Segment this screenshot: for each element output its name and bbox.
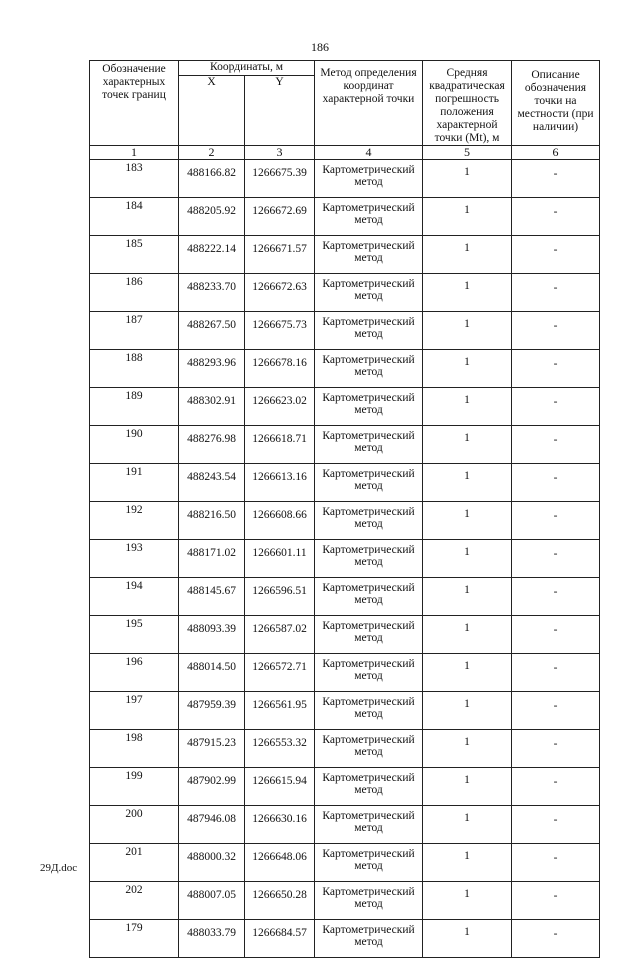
description-cell: - xyxy=(512,198,600,236)
point-id-cell: 183 xyxy=(90,160,179,198)
y-coordinate-cell: 1266671.57 xyxy=(245,236,315,274)
y-coordinate-cell: 1266672.69 xyxy=(245,198,315,236)
accuracy-cell: 1 xyxy=(423,540,512,578)
accuracy-cell: 1 xyxy=(423,730,512,768)
table-row xyxy=(90,198,600,236)
method-cell: Картометрический метод xyxy=(315,388,423,426)
header-y: Y xyxy=(245,76,315,146)
footer-filename: 29Д.doc xyxy=(40,862,78,874)
y-coordinate-cell: 1266672.63 xyxy=(245,274,315,312)
table-row xyxy=(90,730,600,768)
accuracy-cell: 1 xyxy=(423,464,512,502)
accuracy-cell: 1 xyxy=(423,578,512,616)
method-cell: Картометрический метод xyxy=(315,920,423,958)
method-cell: Картометрический метод xyxy=(315,806,423,844)
page-number: 186 xyxy=(311,40,329,54)
table-row xyxy=(90,464,600,502)
accuracy-cell: 1 xyxy=(423,502,512,540)
accuracy-cell: 1 xyxy=(423,274,512,312)
description-cell: - xyxy=(512,578,600,616)
method-cell: Картометрический метод xyxy=(315,160,423,198)
description-cell: - xyxy=(512,160,600,198)
x-coordinate-cell: 487959.39 xyxy=(179,692,245,730)
point-id-cell: 190 xyxy=(90,426,179,464)
accuracy-cell: 1 xyxy=(423,312,512,350)
table-row xyxy=(90,236,600,274)
method-cell: Картометрический метод xyxy=(315,692,423,730)
x-coordinate-cell: 488093.39 xyxy=(179,616,245,654)
header-x: X xyxy=(179,76,245,146)
y-coordinate-cell: 1266553.32 xyxy=(245,730,315,768)
table-row xyxy=(90,388,600,426)
header-accuracy: Средняя квадратическая погрешность положения характерной точки (Mt), м xyxy=(423,61,512,146)
x-coordinate-cell: 488033.79 xyxy=(179,920,245,958)
table-row xyxy=(90,654,600,692)
y-coordinate-cell: 1266678.16 xyxy=(245,350,315,388)
y-coordinate-cell: 1266650.28 xyxy=(245,882,315,920)
accuracy-cell: 1 xyxy=(423,920,512,958)
description-cell: - xyxy=(512,844,600,882)
method-cell: Картометрический метод xyxy=(315,844,423,882)
y-coordinate-cell: 1266648.06 xyxy=(245,844,315,882)
header-method: Метод определения координат характерной точки xyxy=(315,61,423,146)
point-id-cell: 196 xyxy=(90,654,179,692)
point-id-cell: 201 xyxy=(90,844,179,882)
description-cell: - xyxy=(512,388,600,426)
column-number: 6 xyxy=(512,146,600,160)
table-row xyxy=(90,768,600,806)
y-coordinate-cell: 1266561.95 xyxy=(245,692,315,730)
y-coordinate-cell: 1266615.94 xyxy=(245,768,315,806)
accuracy-cell: 1 xyxy=(423,692,512,730)
x-coordinate-cell: 488243.54 xyxy=(179,464,245,502)
method-cell: Картометрический метод xyxy=(315,350,423,388)
y-coordinate-cell: 1266596.51 xyxy=(245,578,315,616)
point-id-cell: 192 xyxy=(90,502,179,540)
x-coordinate-cell: 487915.23 xyxy=(179,730,245,768)
point-id-cell: 193 xyxy=(90,540,179,578)
method-cell: Картометрический метод xyxy=(315,578,423,616)
method-cell: Картометрический метод xyxy=(315,198,423,236)
accuracy-cell: 1 xyxy=(423,160,512,198)
description-cell: - xyxy=(512,616,600,654)
x-coordinate-cell: 488007.05 xyxy=(179,882,245,920)
point-id-cell: 195 xyxy=(90,616,179,654)
method-cell: Картометрический метод xyxy=(315,426,423,464)
accuracy-cell: 1 xyxy=(423,616,512,654)
method-cell: Картометрический метод xyxy=(315,540,423,578)
table-row xyxy=(90,844,600,882)
x-coordinate-cell: 488276.98 xyxy=(179,426,245,464)
table-row xyxy=(90,540,600,578)
y-coordinate-cell: 1266675.73 xyxy=(245,312,315,350)
coordinates-table xyxy=(89,60,600,958)
method-cell: Картометрический метод xyxy=(315,274,423,312)
y-coordinate-cell: 1266613.16 xyxy=(245,464,315,502)
accuracy-cell: 1 xyxy=(423,388,512,426)
y-coordinate-cell: 1266572.71 xyxy=(245,654,315,692)
description-cell: - xyxy=(512,274,600,312)
description-cell: - xyxy=(512,806,600,844)
x-coordinate-cell: 488145.67 xyxy=(179,578,245,616)
x-coordinate-cell: 488171.02 xyxy=(179,540,245,578)
point-id-cell: 179 xyxy=(90,920,179,958)
x-coordinate-cell: 488166.82 xyxy=(179,160,245,198)
header-point: Обозначение характерных точек границ xyxy=(90,61,179,146)
accuracy-cell: 1 xyxy=(423,236,512,274)
table-row xyxy=(90,616,600,654)
x-coordinate-cell: 488205.92 xyxy=(179,198,245,236)
header-description: Описание обозначения точки на местности (при наличии) xyxy=(512,61,600,146)
column-number: 1 xyxy=(90,146,179,160)
accuracy-cell: 1 xyxy=(423,350,512,388)
point-id-cell: 198 xyxy=(90,730,179,768)
point-id-cell: 189 xyxy=(90,388,179,426)
table-row xyxy=(90,160,600,198)
point-id-cell: 194 xyxy=(90,578,179,616)
description-cell: - xyxy=(512,426,600,464)
accuracy-cell: 1 xyxy=(423,198,512,236)
method-cell: Картометрический метод xyxy=(315,654,423,692)
x-coordinate-cell: 488000.32 xyxy=(179,844,245,882)
point-id-cell: 202 xyxy=(90,882,179,920)
method-cell: Картометрический метод xyxy=(315,464,423,502)
method-cell: Картометрический метод xyxy=(315,236,423,274)
method-cell: Картометрический метод xyxy=(315,768,423,806)
y-coordinate-cell: 1266684.57 xyxy=(245,920,315,958)
x-coordinate-cell: 488302.91 xyxy=(179,388,245,426)
x-coordinate-cell: 487902.99 xyxy=(179,768,245,806)
x-coordinate-cell: 488267.50 xyxy=(179,312,245,350)
table-row xyxy=(90,312,600,350)
y-coordinate-cell: 1266623.02 xyxy=(245,388,315,426)
point-id-cell: 200 xyxy=(90,806,179,844)
table-row xyxy=(90,578,600,616)
y-coordinate-cell: 1266618.71 xyxy=(245,426,315,464)
header-coordinates: Координаты, м xyxy=(179,61,315,76)
description-cell: - xyxy=(512,692,600,730)
point-id-cell: 197 xyxy=(90,692,179,730)
accuracy-cell: 1 xyxy=(423,844,512,882)
column-number: 3 xyxy=(245,146,315,160)
column-numbers-row xyxy=(90,146,600,160)
description-cell: - xyxy=(512,730,600,768)
description-cell: - xyxy=(512,350,600,388)
y-coordinate-cell: 1266630.16 xyxy=(245,806,315,844)
method-cell: Картометрический метод xyxy=(315,312,423,350)
table-row xyxy=(90,806,600,844)
x-coordinate-cell: 488233.70 xyxy=(179,274,245,312)
description-cell: - xyxy=(512,502,600,540)
accuracy-cell: 1 xyxy=(423,654,512,692)
accuracy-cell: 1 xyxy=(423,882,512,920)
table-row xyxy=(90,274,600,312)
y-coordinate-cell: 1266608.66 xyxy=(245,502,315,540)
table-row xyxy=(90,350,600,388)
description-cell: - xyxy=(512,920,600,958)
y-coordinate-cell: 1266601.11 xyxy=(245,540,315,578)
accuracy-cell: 1 xyxy=(423,426,512,464)
method-cell: Картометрический метод xyxy=(315,616,423,654)
table-row xyxy=(90,882,600,920)
point-id-cell: 188 xyxy=(90,350,179,388)
description-cell: - xyxy=(512,312,600,350)
x-coordinate-cell: 488222.14 xyxy=(179,236,245,274)
point-id-cell: 185 xyxy=(90,236,179,274)
point-id-cell: 184 xyxy=(90,198,179,236)
table-row xyxy=(90,502,600,540)
x-coordinate-cell: 487946.08 xyxy=(179,806,245,844)
method-cell: Картометрический метод xyxy=(315,730,423,768)
x-coordinate-cell: 488216.50 xyxy=(179,502,245,540)
description-cell: - xyxy=(512,654,600,692)
y-coordinate-cell: 1266675.39 xyxy=(245,160,315,198)
column-number: 5 xyxy=(423,146,512,160)
x-coordinate-cell: 488014.50 xyxy=(179,654,245,692)
description-cell: - xyxy=(512,540,600,578)
table-row xyxy=(90,920,600,958)
accuracy-cell: 1 xyxy=(423,806,512,844)
description-cell: - xyxy=(512,236,600,274)
column-number: 4 xyxy=(315,146,423,160)
accuracy-cell: 1 xyxy=(423,768,512,806)
table-row xyxy=(90,426,600,464)
point-id-cell: 186 xyxy=(90,274,179,312)
x-coordinate-cell: 488293.96 xyxy=(179,350,245,388)
y-coordinate-cell: 1266587.02 xyxy=(245,616,315,654)
point-id-cell: 199 xyxy=(90,768,179,806)
description-cell: - xyxy=(512,464,600,502)
table-row xyxy=(90,692,600,730)
column-number: 2 xyxy=(179,146,245,160)
description-cell: - xyxy=(512,882,600,920)
method-cell: Картометрический метод xyxy=(315,882,423,920)
method-cell: Картометрический метод xyxy=(315,502,423,540)
point-id-cell: 187 xyxy=(90,312,179,350)
point-id-cell: 191 xyxy=(90,464,179,502)
description-cell: - xyxy=(512,768,600,806)
